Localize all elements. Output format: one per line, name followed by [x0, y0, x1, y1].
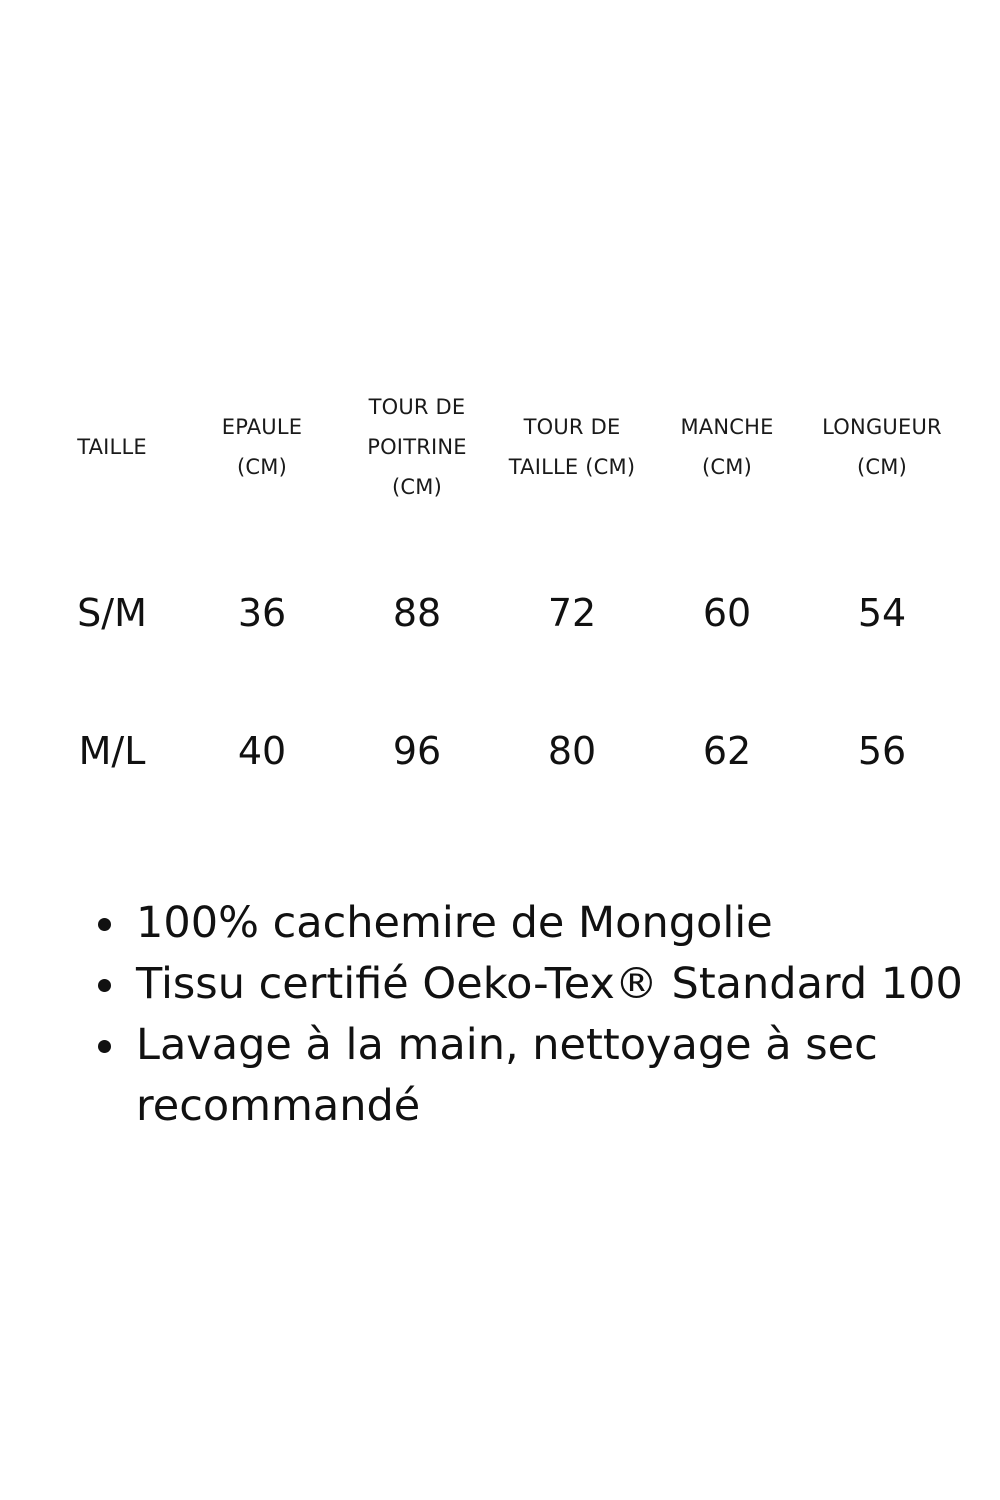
cell-tour-de-taille: 72	[547, 591, 597, 635]
bullet-icon	[98, 979, 111, 992]
cell-longueur: 56	[857, 729, 907, 773]
feature-text: Tissu certifié Oeko-Tex® Standard 100	[136, 959, 963, 1009]
cell-epaule: 40	[237, 729, 287, 773]
list-item	[92, 1015, 972, 1137]
header-longueur: LONGUEUR (CM)	[822, 415, 942, 479]
table-row	[37, 721, 962, 781]
cell-tour-de-poitrine: 96	[392, 729, 442, 773]
feature-list	[92, 893, 972, 1137]
header-taille: TAILLE	[77, 435, 147, 459]
feature-text: 100% cachemire de Mongolie	[136, 898, 773, 948]
header-tour-de-poitrine: TOUR DE POITRINE (CM)	[367, 395, 467, 499]
cell-tour-de-poitrine: 88	[392, 591, 442, 635]
cell-tour-de-taille: 80	[547, 729, 597, 773]
row-size-label: S/M	[77, 591, 147, 635]
bullet-icon	[98, 918, 111, 931]
header-tour-de-taille: TOUR DE TAILLE (CM)	[508, 415, 636, 479]
feature-text: Lavage à la main, nettoyage à sec recommandé	[136, 1020, 878, 1131]
bullet-icon	[98, 1040, 111, 1053]
cell-manche: 62	[702, 729, 752, 773]
cell-longueur: 54	[857, 591, 907, 635]
table-row	[37, 583, 962, 643]
cell-epaule: 36	[237, 591, 287, 635]
list-item	[92, 893, 972, 954]
cell-manche: 60	[702, 591, 752, 635]
row-size-label: M/L	[78, 729, 146, 773]
header-epaule: EPAULE (CM)	[221, 415, 303, 479]
list-item	[92, 954, 972, 1015]
header-manche: MANCHE (CM)	[680, 415, 774, 479]
